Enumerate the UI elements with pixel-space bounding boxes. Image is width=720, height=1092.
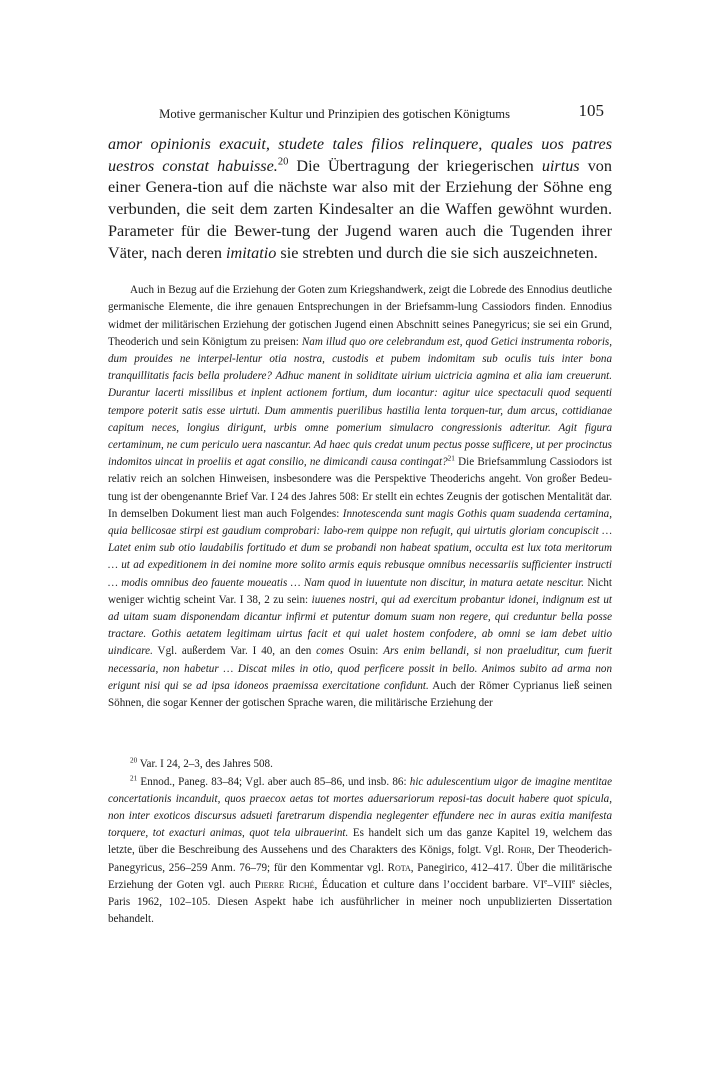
main-paragraph (108, 134, 612, 264)
latin-quote: hic adulescentium uigor de imagine mentitae concertationis incanduit, quos praecox aetas tot mortes aduersariorum reposi-tas docuit habere quot spicula, non inter exoticos discursus adsueti faretrarum dispendia neglegenter effundere nec in auras exitia manifesta torquere, tot exacturi animas, quot tela uibrauerint. (108, 775, 612, 840)
block-text: Osuin: (343, 645, 384, 658)
footnote-20 (108, 756, 612, 773)
latin-quote: iuuenes nostri, qui ad exercitum probantur idonei, indignum est ut ad uitam suam disponendam dicantur infirmi et putentur domum suam non regere, qui creduntur bella posse tractare. Gothis aetatem legitimam uirtus facit et qui ualet hostem confodere, ab omni se iam debet uitio uindicare. (108, 593, 612, 658)
footnote-text: Ennod., Paneg. 83–84; Vgl. aber auch 85–86, und insb. 86: (137, 775, 410, 788)
footnote-number: 20 (130, 756, 138, 765)
footnote-number: 21 (130, 774, 138, 783)
superscript: e (572, 877, 576, 886)
body-text: sie strebten und durch die sie sich auszeichneten. (276, 243, 598, 262)
footnote-text: , Panegirico, 412–417. Über die militärische Erziehung der Goten vgl. auch (108, 861, 612, 891)
block-paragraph (108, 282, 612, 712)
footnote-text: siècles, Paris 1962, 102–105. Diesen Aspekt habe ich ausführlicher in meiner noch unpublizierten Dissertation behandelt. (108, 878, 612, 926)
body-text: Die Übertragung der kriegerischen (288, 156, 542, 175)
block-text: Nicht weniger wichtig scheint Var. I 38, 2 zu sein: (108, 576, 612, 606)
superscript: e (544, 877, 548, 886)
block-text: Auch der Römer Cyprianus ließ seinen Söhnen, die sogar Kenner der gotischen Sprache waren, die militärische Erziehung der (108, 679, 612, 710)
latin-term: imitatio (226, 243, 277, 262)
author-name: Rota (387, 861, 411, 874)
footnote-ref-20[interactable]: 20 (277, 156, 289, 168)
footnote-21 (108, 774, 612, 929)
block-text: Auch in Bezug auf die Erziehung der Goten zum Kriegshandwerk, zeigt die Lobrede des Ennodius deutliche germanische Elemente, die ihre genauen Entsprechungen in der Briefsamm-lung Cassiodors finden. Ennodius widmet der militärischen Erziehung der gotischen Jugend einen Abschnitt seines Panegyricus; sie sei ein Grund, Theoderich und sein Königtum zu preisen: (108, 284, 612, 348)
page-number: 105 (578, 101, 604, 120)
footnote-text: –VIII (547, 878, 573, 891)
author-name: Pierre Riché (254, 878, 315, 891)
block-text: Vgl. außerdem Var. I 40, an den (152, 645, 317, 658)
footnote-text: , Der Theoderich-Panegyricus, 256–259 Anm. 76–79; für den Kommentar vgl. (108, 844, 612, 874)
footnotes (108, 756, 612, 928)
footnote-text: Es handelt sich um das ganze Kapitel 19, welchem das letzte, über die Beschreibung des Aussehens und des Charakters des Königs, folgt. Vgl. (108, 827, 613, 857)
latin-quote: amor opinionis exacuit, studete tales filios relinquere, quales uos patres uestros constat habuisse. (108, 135, 612, 175)
latin-quote: Ars enim bellandi, si non praeluditur, cum fuerit necessaria, non habetur … Discat miles in otio, quod perficere possit in bello. Animos subito ad arma non erigunt nisi qui se ad ipsa idoneos praemissa exercitatione confidunt. (108, 645, 612, 692)
block-text: Die Briefsammlung Cassiodors ist relativ reich an solchen Hinweisen, insbesondere was die Perspektive Theoderichs angeht. Von großer Bedeu-tung ist der obengenannte Brief Var. I 24 des Jahres 508: Er stellt ein echtes Zeugnis der gotischen Mentalität dar. In demselben Dokument liest man auch Folgendes: (108, 456, 612, 520)
latin-quote: Innotescenda sunt magis Gothis quam suadenda certamina, quia bellicosae stirpi est gaudium comprobari: labo-rem quippe non refugit, qui uirtutis gloriam concupiscit … Latet enim sub otio laudabilis fortitudo et dum se probandi non habeat spatium, occulta est lux tota meritorum … ut ad expeditionem in dei nomine more solito armis equis rebusque omnibus necessariis sufficienter instructi … modis omnibus deo fauente moueatis … Nam quod in iuuentute non discitur, in matura aetate nescitur. (108, 507, 612, 589)
footnote-text: , Éducation et culture dans l’occident barbare. VI (314, 878, 545, 891)
footnote-text: Var. I 24, 2–3, des Jahres 508. (137, 758, 273, 771)
running-head (108, 100, 612, 122)
latin-term: comes (316, 645, 344, 658)
latin-quote: Nam illud quo ore celebrandum est, quod Getici instrumenta roboris, dum prouides ne interpel-lentur otia nostra, custodis et pubem indomitam sub oculis tuis inter bona tranquillitatis facis bella proludere? Adhuc manent in soliditate uirium uictricia agmina et alia iam creuerunt. Durantur lacerti missilibus et inplent actionem fortium, dum iocantur: agitur uice spectaculi quod sequenti tempore poterit satis esse uirtuti. Dum ammentis puerilibus hastilia lenta torquen-tur, dum arcus, cottidianae capitum neces, longius dirigunt, urbis omne pomerium simulacro congressionis adteritur. Agit figura certaminum, ne cum periculo uera nascantur. Ad haec quis credat unum pectus posse sufficere, ut per procinctus indomitos uincat in proeliis et agat consilio, ne dimicandi causa contingat? (108, 335, 613, 469)
body-text: von einer Genera-tion auf die nächste war also mit der Erziehung der Söhne eng verbunden, die seit dem zarten Kindesalter an die Waffen gewöhnt wurden. Parameter für die Bewer-tung der Jugend waren auch die Tugenden ihrer Väter, nach deren (108, 156, 612, 262)
latin-term: uirtus (541, 156, 580, 175)
author-name: Rohr (507, 844, 532, 857)
running-title: Motive germanischer Kultur und Prinzipien des gotischen Königtums (159, 107, 510, 121)
book-page (108, 100, 612, 928)
footnote-ref-21[interactable]: 21 (447, 454, 455, 463)
